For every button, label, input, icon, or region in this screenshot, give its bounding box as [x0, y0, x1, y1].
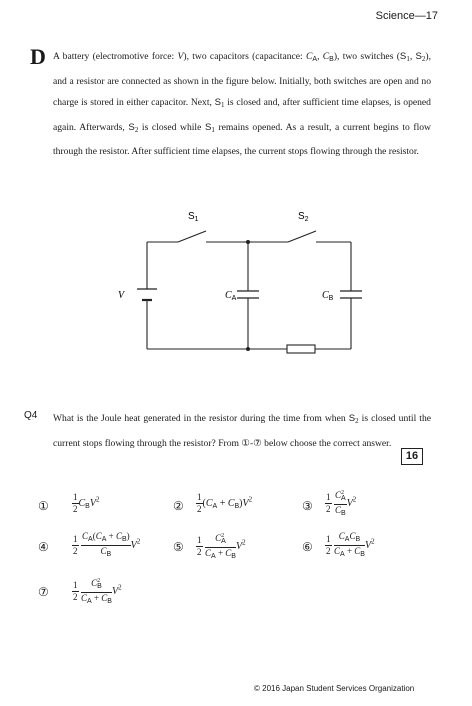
choice-6-formula: $\frac{1}{2}$ $\frac{C_AC_B}{C_A + C_B}$ $V^2$: [326, 531, 375, 558]
junction-bottom: [246, 347, 250, 351]
switch1-label: $S_1$: [188, 211, 199, 223]
choice-number[interactable]: ⑦: [38, 585, 49, 599]
question-label: Q4: [24, 410, 38, 421]
choice-number[interactable]: ③: [302, 499, 313, 513]
answer-box[interactable]: 16: [401, 448, 423, 465]
cap-b-label: $C_B$: [322, 290, 334, 302]
section-letter: D: [30, 44, 46, 69]
battery-label: V: [118, 290, 125, 301]
choice-number[interactable]: ①: [38, 499, 49, 513]
problem-paragraph: A battery (electromotive force: V), two capacitors (capacitance: $C_A$, $C_B$), two switches ($S_1$, $S_2$), and a resistor are connected as shown in the figure below. Initially, both switches are open and no charge is stored in either capacitor. Next, $S_1$ is closed and, after sufficient time elapses, is opened again. Afterwards, $S_2$ is closed while $S_1$ remains opened. As a result, a current begins to flow through the resistor. After sufficient time elapses, the current stops flowing through the resistor.: [53, 51, 431, 157]
cap-a-label: $C_A$: [225, 290, 237, 302]
choice-5-formula: $\frac{1}{2}$ $\frac{C^2_A}{C_A + C_B}$ $V^2$: [197, 533, 246, 560]
choice-number[interactable]: ⑥: [302, 540, 313, 554]
resistor: [287, 345, 315, 353]
switch2-label: $S_2$: [298, 211, 309, 223]
junction-top: [246, 240, 250, 244]
choice-3-formula: $\frac{1}{2}$ $\frac{C^2_A}{C_B}$ $V^2$: [326, 490, 357, 517]
choice-2-formula: $\frac{1}{2}$ $(C_A + C_B)V^2$: [197, 492, 253, 514]
choice-1-formula: $\frac{1}{2}$ $C_BV^2$: [73, 492, 100, 514]
choice-number[interactable]: ④: [38, 540, 49, 554]
choice-7-formula: $\frac{1}{2}$ $\frac{C^2_B}{C_A + C_B}$ $V^2$: [73, 578, 122, 605]
question-text: What is the Joule heat generated in the resistor during the time from when $S_2$ is closed until the current stops flowing through the resistor? From ①-⑦ below choose the correct answer.: [53, 413, 432, 449]
choice-number[interactable]: ②: [173, 499, 184, 513]
choice-4-formula: $\frac{1}{2}$ $\frac{C_A(C_A + C_B)}{C_B}$ $V^2$: [73, 531, 141, 558]
choice-number[interactable]: ⑤: [173, 540, 184, 554]
page-header: Science—17: [375, 10, 438, 22]
copyright-footer: © 2016 Japan Student Services Organization: [254, 684, 415, 693]
